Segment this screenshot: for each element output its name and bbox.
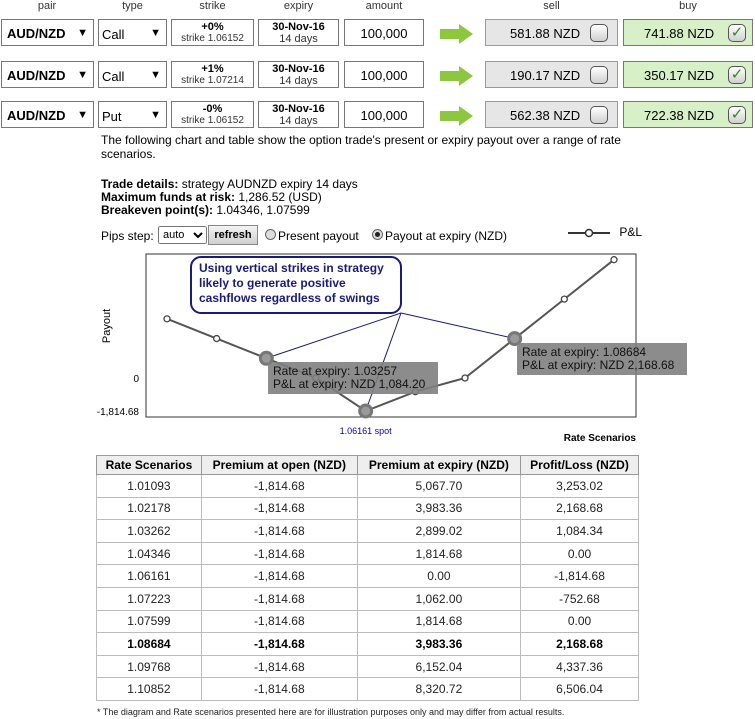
- expiry-field[interactable]: [258, 19, 339, 46]
- sell-button[interactable]: [485, 19, 618, 46]
- table-cell: 1.10852: [97, 678, 202, 701]
- caret-down-icon: ▼: [77, 27, 88, 39]
- expiry-days: 14 days: [279, 33, 318, 45]
- table-cell: 1,062.00: [357, 587, 520, 610]
- table-row: [97, 542, 639, 565]
- table-cell: 1.08684: [97, 633, 202, 656]
- pair-value: AUD/NZD: [7, 26, 66, 41]
- buy-price: 741.88 NZD: [644, 26, 715, 41]
- caret-down-icon: ▼: [150, 27, 161, 39]
- pips-step-label: Pips step:: [101, 229, 154, 243]
- table-cell: -1,814.68: [201, 565, 357, 588]
- pair-select[interactable]: [1, 19, 94, 46]
- table-cell: 5,067.70: [357, 475, 520, 498]
- pair-select[interactable]: [1, 61, 94, 88]
- data-point[interactable]: [462, 375, 468, 381]
- y-tick-label: 0: [133, 374, 139, 385]
- header-strike: strike: [199, 0, 226, 12]
- caret-down-icon: ▼: [150, 69, 161, 81]
- breakeven-label: Breakeven point(s):: [101, 203, 214, 217]
- strike-field[interactable]: [171, 19, 254, 46]
- table-cell: -1,814.68: [201, 587, 357, 610]
- strike-percent: +1%: [201, 63, 224, 75]
- type-value: Call: [102, 69, 125, 84]
- header-buy: buy: [679, 0, 697, 12]
- table-row: [97, 655, 639, 678]
- header-expiry: expiry: [283, 0, 314, 12]
- callout-text: cashflows regardless of swings: [199, 291, 380, 305]
- table-header-row: [97, 456, 639, 475]
- caret-down-icon: ▼: [77, 109, 88, 121]
- sell-price: 190.17 NZD: [510, 68, 581, 83]
- expiry-date: 30-Nov-16: [272, 103, 325, 115]
- expiry-payout-label: Payout at expiry (NZD): [385, 229, 508, 243]
- table-cell: 6,152.04: [357, 655, 520, 678]
- expiry-payout-radio[interactable]: [372, 229, 383, 240]
- table-cell: 0.00: [521, 542, 639, 565]
- table-row: [97, 678, 639, 701]
- table-cell: 1.03262: [97, 520, 202, 543]
- table-header-cell: Premium at open (NZD): [201, 456, 357, 475]
- table-cell: -1,814.68: [201, 633, 357, 656]
- buy-checkbox-checked-icon[interactable]: ✓: [728, 24, 746, 42]
- pips-step-select[interactable]: [158, 226, 207, 244]
- header-type: type: [122, 0, 143, 12]
- callout-text: Using vertical strikes in strategy: [199, 261, 384, 275]
- table-cell: 1,814.68: [357, 542, 520, 565]
- table-cell: 6,506.04: [521, 678, 639, 701]
- pair-value: AUD/NZD: [7, 108, 66, 123]
- buy-button[interactable]: [623, 101, 753, 128]
- buy-checkbox-checked-icon[interactable]: ✓: [728, 66, 746, 84]
- table-row: [97, 633, 639, 656]
- table-cell: 1.09768: [97, 655, 202, 678]
- table-cell: -1,814.68: [201, 542, 357, 565]
- table-row: [97, 587, 639, 610]
- callout-text: likely to generate positive: [199, 276, 346, 290]
- caret-down-icon: ▼: [150, 109, 161, 121]
- table-cell: 2,168.68: [521, 497, 639, 520]
- right-arrow-icon: [440, 66, 474, 86]
- trade-details-label: Trade details:: [101, 177, 179, 191]
- y-tick-label: -1,814.68: [96, 407, 139, 418]
- data-point[interactable]: [509, 333, 521, 345]
- data-point[interactable]: [360, 405, 372, 417]
- table-cell: 0.00: [521, 610, 639, 633]
- table-cell: -1,814.68: [201, 655, 357, 678]
- expiry-field[interactable]: [258, 101, 339, 128]
- table-cell: -1,814.68: [521, 565, 639, 588]
- tooltip-text: P&L at expiry: NZD 1,084.20: [273, 377, 426, 391]
- sell-price: 562.38 NZD: [510, 108, 581, 123]
- sell-button[interactable]: [485, 61, 618, 88]
- strike-field[interactable]: [171, 101, 254, 128]
- expiry-days: 14 days: [279, 75, 318, 87]
- table-cell: 1,814.68: [357, 610, 520, 633]
- disclaimer-footnote: * The diagram and Rate scenarios presented here are for illustration purposes only and may differ from actual results.: [97, 707, 565, 717]
- type-value: Put: [102, 109, 122, 124]
- amount-input[interactable]: 100,000: [344, 101, 424, 128]
- type-select[interactable]: [98, 19, 167, 46]
- table-cell: -1,814.68: [201, 497, 357, 520]
- sell-checkbox[interactable]: [590, 24, 608, 42]
- type-select[interactable]: [98, 101, 167, 128]
- table-cell: 8,320.72: [357, 678, 520, 701]
- pair-value: AUD/NZD: [7, 68, 66, 83]
- strike-percent: +0%: [201, 21, 224, 33]
- trade-row-1: [0, 16, 755, 50]
- table-row: [97, 520, 639, 543]
- tooltip-text: P&L at expiry: NZD 2,168.68: [522, 358, 675, 372]
- buy-checkbox-checked-icon[interactable]: ✓: [728, 106, 746, 124]
- table-cell: -1,814.68: [201, 520, 357, 543]
- data-point[interactable]: [164, 316, 170, 322]
- tooltip-text: Rate at expiry: 1.03257: [273, 364, 398, 378]
- y-axis-label: Payout: [101, 308, 113, 344]
- sell-button[interactable]: [485, 101, 618, 128]
- expiry-date: 30-Nov-16: [272, 63, 325, 75]
- table-cell: 1.01093: [97, 475, 202, 498]
- legend-label: P&L: [619, 225, 643, 239]
- trade-details: [101, 178, 358, 217]
- strike-field[interactable]: [171, 61, 254, 88]
- right-arrow-icon: [440, 106, 474, 126]
- expiry-days: 14 days: [279, 115, 318, 127]
- sell-checkbox[interactable]: [590, 66, 608, 84]
- sell-price: 581.88 NZD: [510, 26, 581, 41]
- table-row: [97, 475, 639, 498]
- table-cell: 1.04346: [97, 542, 202, 565]
- tooltip-text: Rate at expiry: 1.08684: [522, 345, 647, 359]
- table-cell: 2,168.68: [521, 633, 639, 656]
- refresh-button[interactable]: refresh: [208, 225, 258, 245]
- max-funds-label: Maximum funds at risk:: [101, 190, 236, 204]
- chart-legend: [568, 225, 642, 239]
- table-cell: 1.06161: [97, 565, 202, 588]
- strike-value: strike 1.06152: [181, 115, 244, 126]
- data-point[interactable]: [214, 336, 220, 342]
- table-row: [97, 565, 639, 588]
- table-cell: 0.00: [357, 565, 520, 588]
- table-cell: 3,983.36: [357, 633, 520, 656]
- amount-input[interactable]: 100,000: [344, 61, 424, 88]
- table-header-cell: Rate Scenarios: [97, 456, 202, 475]
- buy-button[interactable]: [623, 19, 753, 46]
- strike-value: strike 1.06152: [181, 33, 244, 44]
- header-pair: pair: [37, 0, 57, 12]
- strike-value: strike 1.07214: [181, 75, 244, 86]
- caret-down-icon: ▼: [77, 69, 88, 81]
- rate-scenarios-table: [96, 455, 639, 701]
- present-payout-label: Present payout: [278, 229, 359, 243]
- header-amount: amount: [365, 0, 403, 12]
- table-cell: 3,253.02: [521, 475, 639, 498]
- spot-label: 1.06161 spot: [339, 426, 392, 436]
- annotation-callout: [191, 257, 401, 313]
- table-cell: 4,337.36: [521, 655, 639, 678]
- table-cell: 1.07599: [97, 610, 202, 633]
- trade-row-3: [0, 98, 755, 132]
- data-point[interactable]: [611, 257, 617, 263]
- table-cell: 1.02178: [97, 497, 202, 520]
- expiry-field[interactable]: [258, 61, 339, 88]
- table-cell: -752.68: [521, 587, 639, 610]
- table-cell: -1,814.68: [201, 475, 357, 498]
- right-arrow-icon: [440, 24, 474, 44]
- expiry-date: 30-Nov-16: [272, 21, 325, 33]
- max-funds-value: 1,286.52 (USD): [238, 190, 322, 204]
- table-cell: 1.07223: [97, 587, 202, 610]
- legend-line-icon: [568, 228, 610, 238]
- table-header-cell: Premium at expiry (NZD): [357, 456, 520, 475]
- buy-button[interactable]: [623, 61, 753, 88]
- payout-chart: [0, 248, 755, 448]
- pair-select[interactable]: [1, 101, 94, 128]
- strike-percent: -0%: [202, 103, 223, 115]
- buy-price: 350.17 NZD: [644, 68, 715, 83]
- table-cell: -1,814.68: [201, 678, 357, 701]
- table-cell: 1,084.34: [521, 520, 639, 543]
- amount-input[interactable]: 100,000: [344, 19, 424, 46]
- type-select[interactable]: [98, 61, 167, 88]
- table-row: [97, 610, 639, 633]
- trade-details-value: strategy AUDNZD expiry 14 days: [181, 177, 358, 191]
- table-cell: 3,983.36: [357, 497, 520, 520]
- header-sell: sell: [543, 0, 560, 12]
- table-cell: -1,814.68: [201, 610, 357, 633]
- breakeven-value: 1.04346, 1.07599: [216, 203, 310, 217]
- table-header-cell: Profit/Loss (NZD): [521, 456, 639, 475]
- x-axis-label: Rate Scenarios: [563, 433, 636, 444]
- table-row: [97, 497, 639, 520]
- present-payout-radio[interactable]: [265, 229, 276, 240]
- sell-checkbox[interactable]: [590, 106, 608, 124]
- table-cell: 2,899.02: [357, 520, 520, 543]
- buy-price: 722.38 NZD: [644, 108, 715, 123]
- trade-row-2: [0, 58, 755, 92]
- data-point[interactable]: [561, 296, 567, 302]
- chart-description: The following chart and table show the option trade's present or expiry payout over a range of rate scenarios.: [101, 133, 621, 161]
- type-value: Call: [102, 27, 125, 42]
